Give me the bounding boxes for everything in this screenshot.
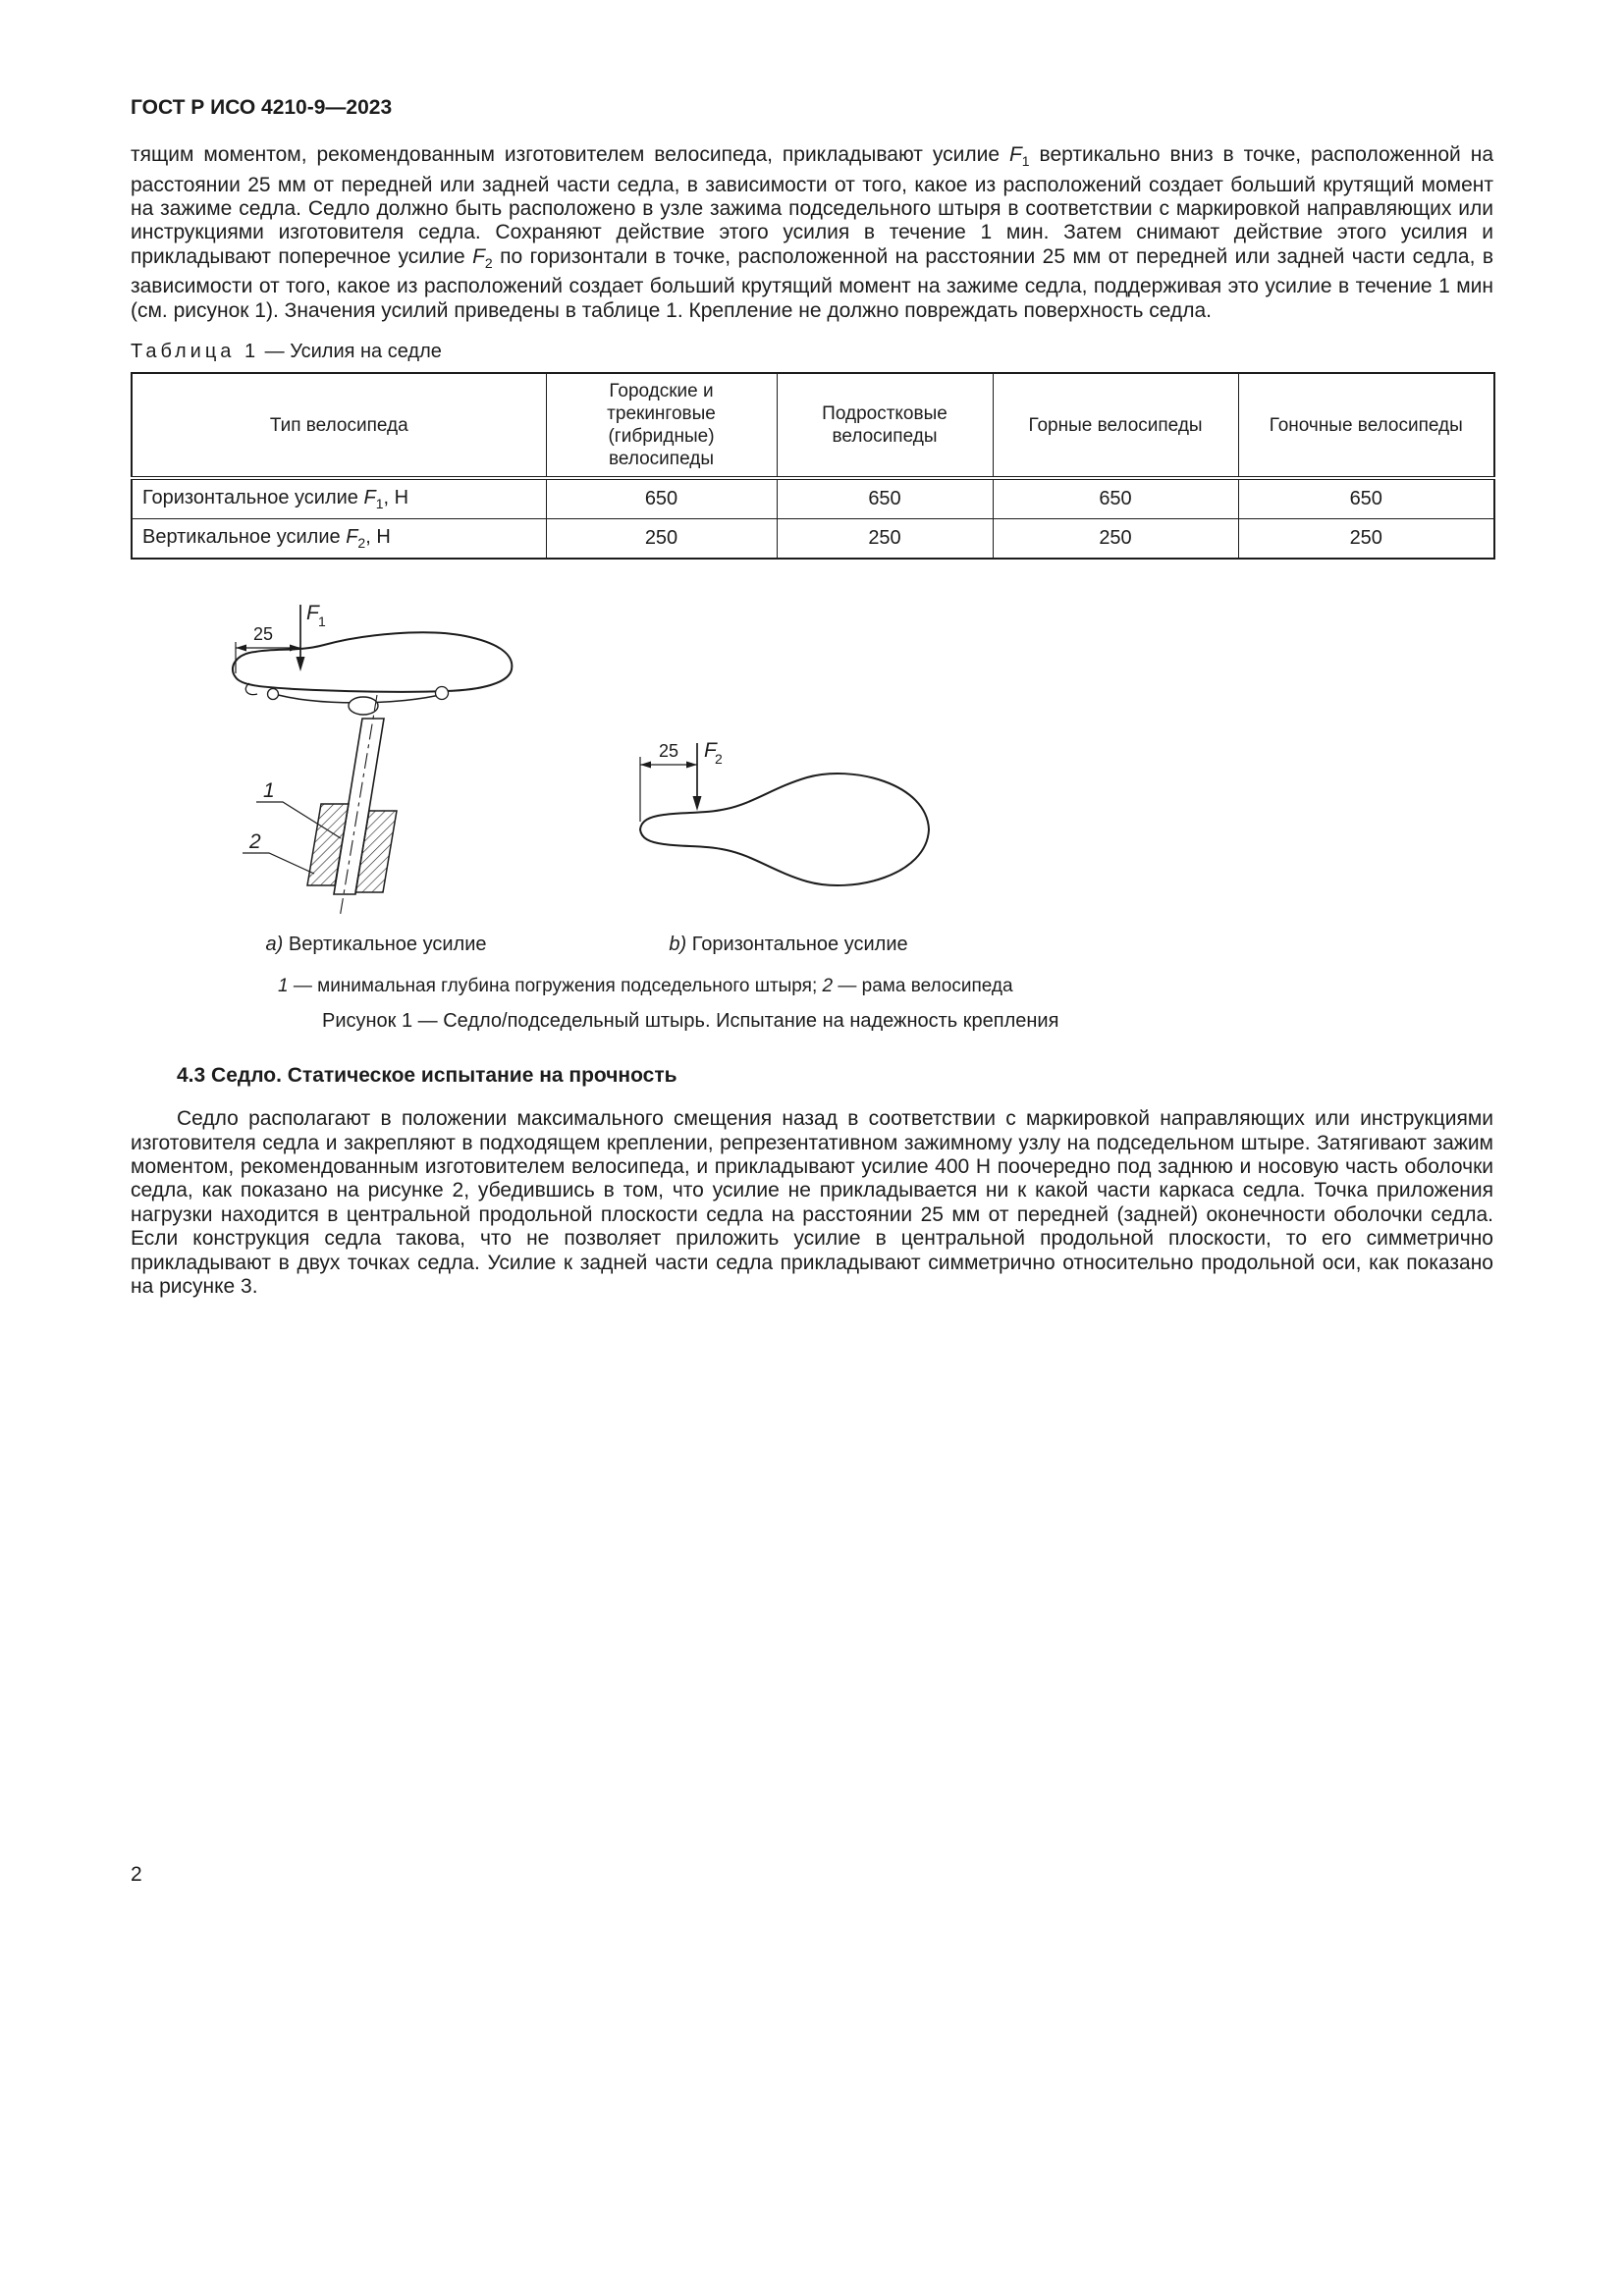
table-caption bbox=[131, 341, 1493, 363]
force-subscript: 2 bbox=[484, 255, 493, 271]
figure-b-letter: b) bbox=[669, 934, 687, 956]
figure-b-caption bbox=[622, 934, 955, 956]
table-caption-label: Таблица 1 bbox=[131, 341, 260, 363]
dimension-arrow-left bbox=[236, 645, 246, 652]
figure-a-caption bbox=[131, 934, 622, 956]
table-cell: 250 bbox=[777, 518, 993, 559]
figure-b-cell bbox=[622, 735, 955, 922]
force-symbol: F bbox=[1008, 143, 1022, 166]
figure-caption: Рисунок 1 — Седло/подседельный штырь. Испытание на надежность крепления bbox=[322, 1010, 1059, 1033]
row-label-unit: , Н bbox=[365, 525, 391, 548]
force-subscript: 1 bbox=[375, 495, 384, 511]
figure-a-cell bbox=[131, 593, 622, 922]
force-f2-subscript: 2 bbox=[715, 751, 723, 768]
saddle-forces-table bbox=[131, 372, 1495, 560]
force-symbol: F bbox=[363, 486, 376, 508]
force-f2-arrowhead bbox=[693, 796, 702, 811]
table-caption-title: — Усилия на седле bbox=[264, 341, 442, 363]
row-label bbox=[132, 478, 546, 518]
figure-b-caption-text: Горизонтальное усилие bbox=[691, 934, 908, 956]
callout-1-label: 1 bbox=[263, 779, 275, 803]
figure-drawings-row bbox=[131, 593, 1493, 922]
paragraph-text: вертикально вниз в точке, расположенной на расстоянии 25 мм от передней или задней части седла, в зависимости от того, какое из расположений создает больший крутящий момент на зажиме седла. Седло должно быть расположено в узле зажима подседельного штыря в соответствии с маркировкой направляющих или инструкциями изготовителя седла. Сохраняют действие этого усилия в течение 1 мин. Затем снимают действие этого усилия и прикладывают поперечное усилие bbox=[131, 143, 1493, 268]
legend-text-1: — минимальная глубина погружения подседельного штыря; bbox=[288, 976, 823, 997]
force-f2-label: F bbox=[704, 739, 717, 763]
force-f1-subscript: 1 bbox=[318, 614, 326, 630]
table-cell: 650 bbox=[777, 478, 993, 518]
row-label-text: Горизонтальное усилие bbox=[142, 486, 364, 508]
paragraph-text: тящим моментом, рекомендованным изготовителем велосипеда, прикладывают усилие bbox=[131, 143, 1009, 166]
figure-1 bbox=[131, 593, 1493, 1033]
body-paragraph-2: Седло располагают в положении максимального смещения назад в соответствии с маркировкой направляющих или инструкциями изготовителя седла и закрепляют в подходящем креплении, репрезентативном зажимному узлу на подседельном штыре. Затягивают зажим моментом, рекомендованным изготовителем велосипеда, и прикладывают усилие 400 Н поочередно под заднюю и носовую часть оболочки седла, как показано на рисунке 2, убедившись в том, что усилие не прикладывается ни к какой части каркаса седла. Точка приложения нагрузки находится в центральной продольной плоскости седла на расстоянии 25 мм от передней (задней) оконечности оболочки седла. Если конструкция седла такова, что не позволяет приложить усилие в центральной продольной плоскости, то его симметрично прикладывают в двух точках седла. Усилие к задней части седла прикладывают симметрично относительно продольной оси, как показано на рисунке 3. bbox=[131, 1107, 1493, 1299]
saddle-top-outline bbox=[640, 774, 929, 885]
page-header: ГОСТ Р ИСО 4210-9—2023 bbox=[131, 96, 393, 119]
legend-ref-2: 2 bbox=[822, 976, 834, 997]
col-header-city-trekking: Городские и трекинговые (гибридные) велосипеды bbox=[546, 373, 777, 478]
legend-text-2: — рама велосипеда bbox=[833, 976, 1013, 997]
saddle-rail-rear bbox=[436, 687, 449, 700]
row-label-unit: , Н bbox=[383, 486, 409, 508]
dimension-label: 25 bbox=[252, 624, 274, 645]
figure-a-letter: a) bbox=[265, 934, 284, 956]
figure-legend bbox=[278, 976, 1493, 997]
dimension-label: 25 bbox=[658, 741, 679, 762]
col-header-racing: Гоночные велосипеды bbox=[1238, 373, 1494, 478]
force-subscript: 1 bbox=[1021, 153, 1030, 170]
section-heading-4-3: 4.3 Седло. Статическое испытание на прочность bbox=[177, 1064, 677, 1088]
table-cell: 650 bbox=[1238, 478, 1494, 518]
table-row-vertical-force bbox=[132, 518, 1494, 559]
page-number: 2 bbox=[131, 1863, 142, 1886]
seat-clamp bbox=[349, 697, 378, 715]
row-label-text: Вертикальное усилие bbox=[142, 525, 347, 548]
table-header-row bbox=[132, 373, 1494, 478]
force-subscript: 2 bbox=[357, 534, 366, 551]
table-cell: 650 bbox=[546, 478, 777, 518]
callout-2-label: 2 bbox=[249, 830, 261, 854]
col-header-bike-type: Тип велосипеда bbox=[132, 373, 546, 478]
force-symbol: F bbox=[472, 244, 485, 268]
body-paragraph-1 bbox=[131, 143, 1493, 323]
saddle-side-outline bbox=[233, 633, 512, 693]
row-label bbox=[132, 518, 546, 559]
table-cell: 250 bbox=[546, 518, 777, 559]
force-f1-label: F bbox=[306, 602, 319, 625]
legend-ref-1: 1 bbox=[278, 976, 289, 997]
col-header-mountain: Горные велосипеды bbox=[993, 373, 1238, 478]
table-cell: 650 bbox=[993, 478, 1238, 518]
callout-2-leader bbox=[243, 853, 314, 874]
figure-a-drawing bbox=[214, 593, 538, 922]
saddle-rail-front bbox=[268, 689, 279, 700]
dimension-arrow-left bbox=[640, 762, 651, 769]
force-symbol: F bbox=[346, 525, 358, 548]
table-cell: 250 bbox=[1238, 518, 1494, 559]
figure-b-drawing bbox=[626, 735, 950, 922]
dimension-arrow-right bbox=[686, 762, 697, 769]
table-row-horizontal-force bbox=[132, 478, 1494, 518]
table-cell: 250 bbox=[993, 518, 1238, 559]
col-header-young-adult: Подростковые велосипеды bbox=[777, 373, 993, 478]
figure-a-caption-text: Вертикальное усилие bbox=[288, 934, 487, 956]
figure-subcaptions bbox=[131, 934, 1493, 956]
paragraph-text: по горизонтали в точке, расположенной на расстоянии 25 мм от передней или задней части седла, в зависимости от того, какое из расположений создает больший крутящий момент на зажиме седла, поддерживая это усилие в течение 1 мин (см. рисунок 1). Значения усилий приведены в таблице 1. Крепление не должно повреждать поверхность седла. bbox=[131, 244, 1493, 322]
